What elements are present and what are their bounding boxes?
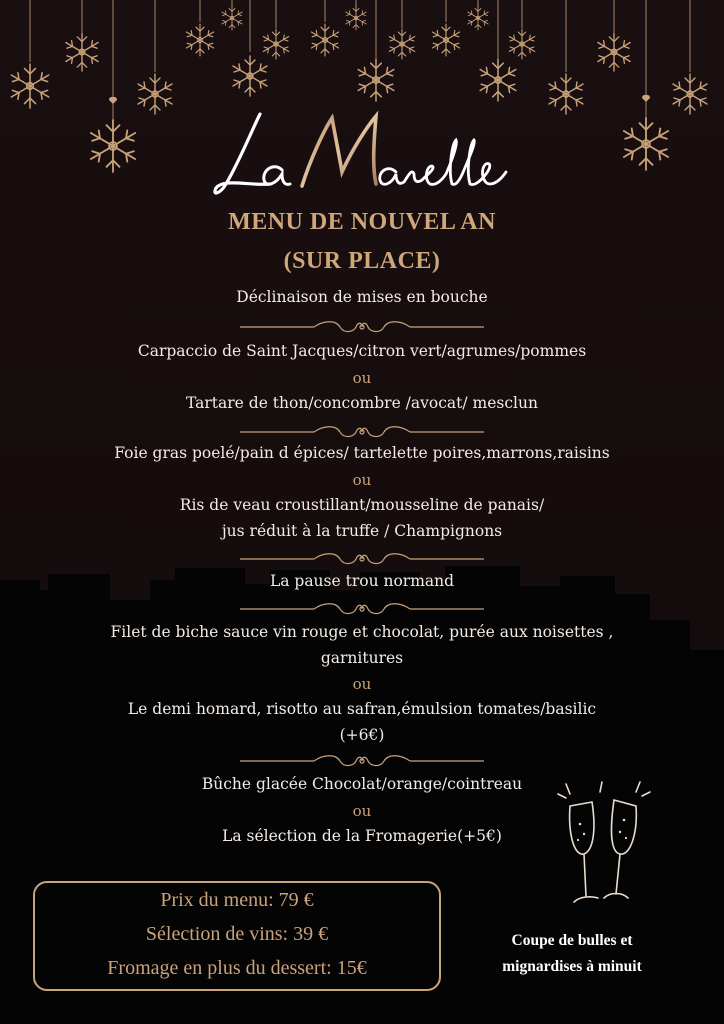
starter2-option-b-line2: jus réduit à la truffe / Champignons — [221, 522, 503, 540]
ornament-divider-icon — [240, 752, 484, 770]
champagne-glasses-icon — [556, 780, 652, 918]
main-option-a-line1: Filet de biche sauce vin rouge et chocolat, purée aux noisettes , — [110, 623, 614, 641]
price-box — [33, 881, 441, 991]
or-separator-4: ou — [352, 802, 372, 820]
cheese-supplement-price: Fromage en plus du dessert: 15€ — [107, 957, 367, 979]
starter1-option-a: Carpaccio de Saint Jacques/citron vert/agrumes/pommes — [137, 342, 587, 360]
main-option-b-line2: (+6€) — [339, 726, 385, 744]
or-separator-1: ou — [352, 369, 372, 387]
dessert-option-b: La sélection de la Fromagerie(+5€) — [222, 827, 502, 845]
main-option-b-line1: Le demi homard, risotto au safran,émulsion tomates/basilic — [127, 700, 597, 718]
midnight-note-line2: mignardises à minuit — [502, 958, 642, 975]
wine-selection-price: Sélection de vins: 39 € — [145, 923, 329, 945]
starter1-option-b: Tartare de thon/concombre /avocat/ mesclun — [186, 394, 538, 412]
trou-normand-line: La pause trou normand — [269, 572, 455, 590]
menu-price: Prix du menu: 79 € — [160, 889, 314, 911]
dessert-option-a: Bûche glacée Chocolat/orange/cointreau — [201, 775, 523, 793]
la-marelle-logo — [190, 100, 530, 210]
amuse-bouche-line: Déclinaison de mises en bouche — [236, 288, 488, 306]
menu-title-line2: (SUR PLACE) — [283, 248, 441, 274]
or-separator-3: ou — [352, 675, 372, 693]
midnight-note-line1: Coupe de bulles et — [511, 932, 633, 949]
ornament-divider-icon — [240, 600, 484, 618]
ornament-divider-icon — [240, 318, 484, 336]
or-separator-2: ou — [352, 471, 372, 489]
starter2-option-b-line1: Ris de veau croustillant/mousseline de panais/ — [179, 496, 545, 514]
ornament-divider-icon — [240, 550, 484, 568]
ornament-divider-icon — [240, 423, 484, 441]
main-option-a-line2: garnitures — [320, 649, 404, 667]
starter2-option-a: Foie gras poelé/pain d épices/ tartelette poires,marrons,raisins — [114, 444, 610, 462]
menu-title-line1: MENU DE NOUVEL AN — [228, 209, 496, 235]
